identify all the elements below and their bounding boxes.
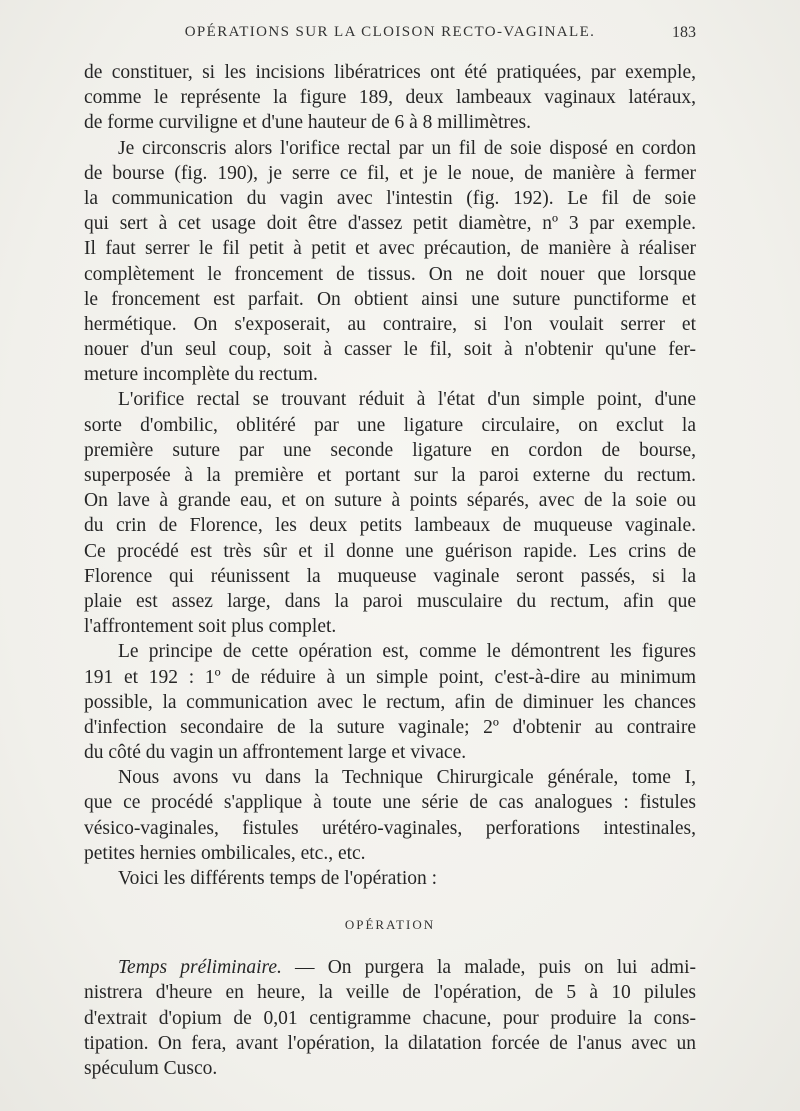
- text-line: meture incomplète du rectum.: [84, 364, 318, 386]
- paragraph-5: [84, 765, 696, 866]
- text-line: comme le représente la figure 189, deux lambeaux vaginaux latéraux,: [84, 87, 696, 109]
- text-line: Nous avons vu dans la Technique Chirurgicale générale, tome I,: [118, 767, 696, 789]
- text-line: de constituer, si les incisions libératrices ont été pratiquées, par exemple,: [84, 62, 696, 83]
- text-line: Le principe de cette opération est, comme le démontrent les figures: [118, 641, 696, 663]
- text-line: du côté du vagin un affrontement large et vivace.: [84, 742, 467, 764]
- text-line: vésico-vaginales, fistules urétéro-vaginales, perforations intestinales,: [84, 817, 696, 839]
- text-line: hermétique. On s'exposerait, au contraire, si l'on voulait serrer et: [84, 313, 696, 335]
- text-line: Voici les différents temps de l'opération :: [118, 868, 438, 889]
- text-line: plaie est assez large, dans la paroi musculaire du rectum, afin que: [84, 590, 696, 612]
- text-line: Florence qui réunissent la muqueuse vaginale seront passés, si la: [84, 565, 696, 587]
- text-line: la communication du vagin avec l'intestin (fig. 192). Le fil de soie: [84, 187, 696, 209]
- text-line: tipation. On fera, avant l'opération, la dilatation forcée de l'anus avec un: [84, 1032, 696, 1054]
- section-heading: OPÉRATION: [344, 917, 436, 933]
- running-title: OPÉRATIONS SUR LA CLOISON RECTO-VAGINALE.: [184, 24, 596, 40]
- paragraph-3: [84, 387, 696, 639]
- italic-lead: Temps préliminaire.: [118, 957, 282, 979]
- text-line: petites hernies ombilicales, etc., etc.: [84, 842, 366, 864]
- text-line: nouer d'un seul coup, soit à casser le fil, soit à n'obtenir qu'une fer-: [84, 339, 696, 361]
- paragraph-6: [84, 866, 696, 891]
- text-line: superposée à la première et portant sur la paroi externe du rectum.: [84, 465, 696, 486]
- text-line: 191 et 192 : 1º de réduire à un simple point, c'est-à-dire au minimum: [84, 666, 696, 688]
- text-line: complètement le froncement de tissus. On ne doit nouer que lorsque: [84, 263, 696, 285]
- text-line: de bourse (fig. 190), je serre ce fil, et je le noue, de manière à fermer: [84, 162, 696, 184]
- page-number: 183: [672, 24, 696, 41]
- text-line: spéculum Cusco.: [84, 1057, 218, 1079]
- section-paragraph: [84, 955, 696, 1081]
- text-line: Il faut serrer le fil petit à petit et avec précaution, de manière à réaliser: [84, 238, 696, 260]
- text-line: [84, 955, 696, 980]
- paragraph-4: [84, 639, 696, 765]
- text-line: d'infection secondaire de la suture vaginale; 2º d'obtenir au contraire: [84, 716, 696, 738]
- running-head: [84, 24, 696, 46]
- text-line: qui sert à cet usage doit être d'assez petit diamètre, nº 3 par exemple.: [84, 213, 696, 235]
- paragraph-2: [84, 136, 696, 388]
- text-line: le froncement est parfait. On obtient ainsi une suture punctiforme et: [84, 288, 696, 310]
- text-line: du crin de Florence, les deux petits lambeaux de muqueuse vaginale.: [84, 515, 696, 537]
- lead-rest: — On purgera la malade, puis on lui admi-: [281, 957, 696, 979]
- text-line: première suture par une seconde ligature en cordon de bourse,: [84, 439, 696, 461]
- text-line: On lave à grande eau, et on suture à points séparés, avec de la soie ou: [84, 490, 696, 512]
- text-line: que ce procédé s'applique à toute une série de cas analogues : fistules: [84, 792, 696, 814]
- text-line: d'extrait d'opium de 0,01 centigramme chacune, pour produire la cons-: [84, 1007, 696, 1029]
- text-line: Ce procédé est très sûr et il donne une guérison rapide. Les crins de: [84, 540, 696, 562]
- text-line: Je circonscris alors l'orifice rectal par un fil de soie disposé en cordon: [118, 137, 696, 159]
- text-line: l'affrontement soit plus complet.: [84, 616, 337, 638]
- text-line: L'orifice rectal se trouvant réduit à l'état d'un simple point, d'une: [118, 389, 696, 411]
- text-line: nistrera d'heure en heure, la veille de l'opération, de 5 à 10 pilules: [84, 982, 696, 1004]
- paragraph-1: [84, 60, 696, 136]
- text-line: possible, la communication avec le rectum, afin de diminuer les chances: [84, 691, 696, 713]
- text-line: de forme curviligne et d'une hauteur de 6 à 8 millimètres.: [84, 112, 531, 134]
- text-line: sorte d'ombilic, oblitéré par une ligature circulaire, on exclut la: [84, 414, 696, 436]
- body-text: [84, 60, 696, 1081]
